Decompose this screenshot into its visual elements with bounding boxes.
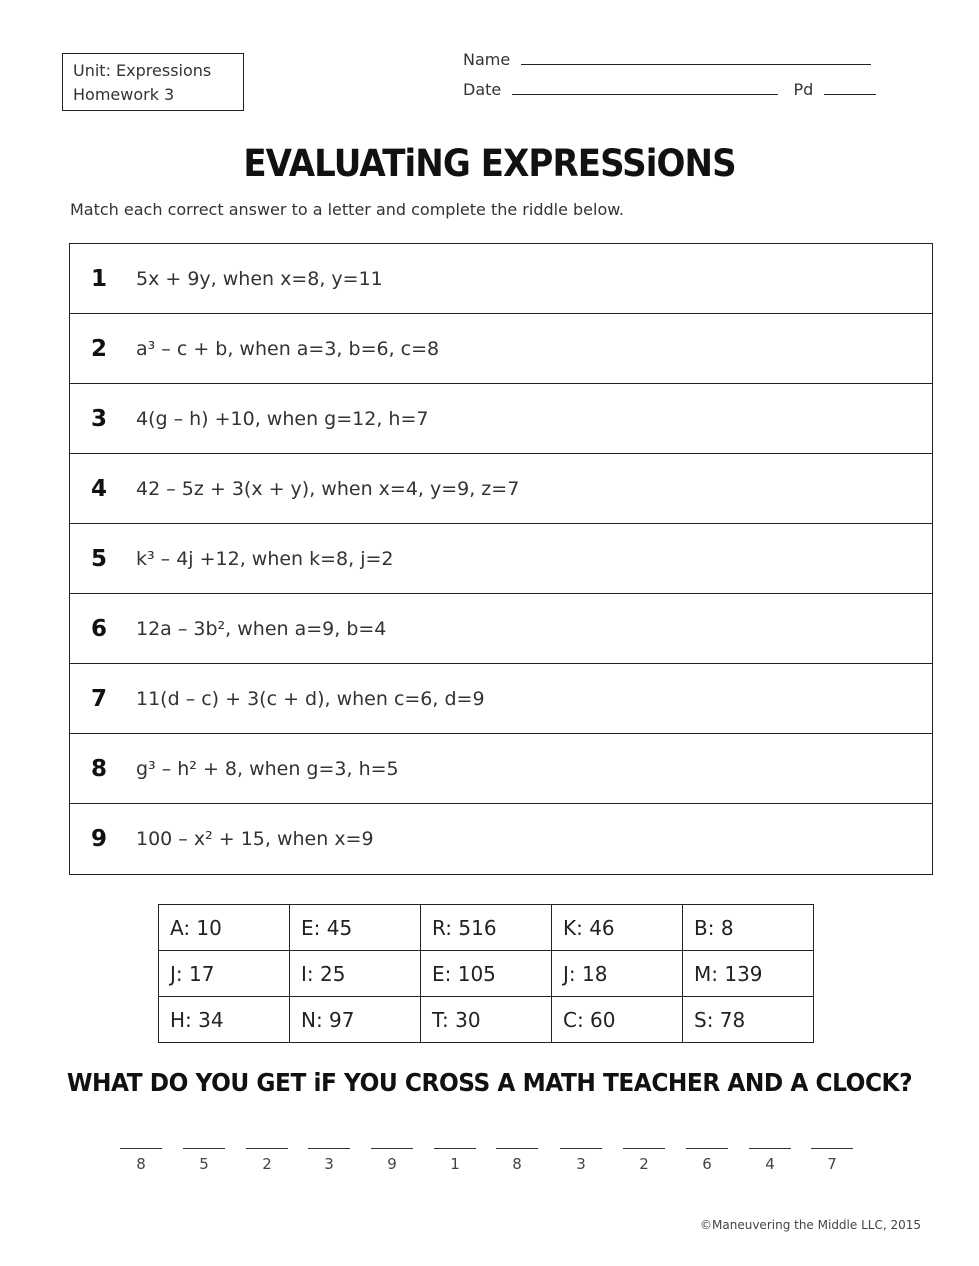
answer-cell: H: 34 — [159, 997, 290, 1043]
blank-number: 2 — [639, 1155, 649, 1173]
answer-cell: M: 139 — [683, 951, 814, 997]
blank-line[interactable] — [686, 1130, 728, 1149]
blank-number: 2 — [262, 1155, 272, 1173]
riddle-blank[interactable] — [118, 1130, 164, 1173]
problem-expression: 5x + 9y, when x=8, y=11 — [136, 267, 383, 290]
blank-number: 9 — [387, 1155, 397, 1173]
blank-number: 3 — [576, 1155, 586, 1173]
problem-number: 7 — [90, 685, 107, 712]
riddle-blank[interactable] — [369, 1130, 415, 1173]
answer-cell: I: 25 — [290, 951, 421, 997]
answer-cell: T: 30 — [421, 997, 552, 1043]
riddle-question: WHAT DO YOU GET iF YOU CROSS A MATH TEACHER AND A CLOCK? — [66, 1068, 913, 1097]
name-field[interactable] — [521, 50, 871, 65]
blank-line[interactable] — [811, 1130, 853, 1149]
answer-cell: A: 10 — [159, 905, 290, 951]
problem-row — [70, 664, 932, 734]
answer-cell: B: 8 — [683, 905, 814, 951]
riddle-blank[interactable] — [809, 1130, 855, 1173]
pd-field[interactable] — [824, 80, 876, 95]
page-title: EVALUATiNG EXPRESSiONS — [243, 142, 736, 185]
problems-table — [69, 243, 933, 875]
date-row — [463, 80, 876, 99]
answer-row — [159, 997, 814, 1043]
answer-cell: E: 45 — [290, 905, 421, 951]
problem-number: 4 — [90, 475, 107, 502]
name-label: Name — [463, 50, 511, 69]
homework-label: Homework 3 — [73, 85, 175, 104]
riddle-blank[interactable] — [494, 1130, 540, 1173]
problem-row — [70, 804, 932, 874]
problem-expression: a³ – c + b, when a=3, b=6, c=8 — [136, 337, 440, 360]
instructions: Match each correct answer to a letter and complete the riddle below. — [70, 200, 624, 219]
name-row — [463, 50, 871, 69]
problem-row — [70, 524, 932, 594]
problem-expression: 100 – x² + 15, when x=9 — [136, 828, 374, 850]
blank-number: 7 — [827, 1155, 837, 1173]
riddle-blank[interactable] — [621, 1130, 667, 1173]
blank-number: 1 — [450, 1155, 460, 1173]
blank-line[interactable] — [749, 1130, 791, 1149]
problem-expression: 42 – 5z + 3(x + y), when x=4, y=9, z=7 — [136, 477, 520, 500]
blank-line[interactable] — [246, 1130, 288, 1149]
problem-row — [70, 454, 932, 524]
blank-line[interactable] — [623, 1130, 665, 1149]
copyright-notice: ©Maneuvering the Middle LLC, 2015 — [700, 1218, 921, 1232]
riddle-blank[interactable] — [747, 1130, 793, 1173]
blank-number: 8 — [512, 1155, 522, 1173]
blank-number: 6 — [702, 1155, 712, 1173]
answer-cell: C: 60 — [552, 997, 683, 1043]
problem-number: 9 — [90, 826, 107, 852]
pd-label: Pd — [793, 80, 814, 99]
riddle-blank[interactable] — [244, 1130, 290, 1173]
answer-cell: J: 17 — [159, 951, 290, 997]
problem-number: 1 — [90, 265, 107, 292]
answer-cell: S: 78 — [683, 997, 814, 1043]
unit-label: Unit: Expressions — [73, 61, 212, 80]
riddle-blank[interactable] — [306, 1130, 352, 1173]
blank-number: 5 — [199, 1155, 209, 1173]
problem-expression: g³ – h² + 8, when g=3, h=5 — [136, 757, 399, 780]
problem-number: 6 — [90, 615, 107, 642]
answer-bank — [158, 904, 814, 1043]
date-field[interactable] — [512, 80, 778, 95]
problem-expression: k³ – 4j +12, when k=8, j=2 — [136, 547, 394, 570]
answer-cell: J: 18 — [552, 951, 683, 997]
problem-number: 8 — [90, 755, 107, 782]
riddle-blank[interactable] — [684, 1130, 730, 1173]
blank-line[interactable] — [434, 1130, 476, 1149]
blank-line[interactable] — [560, 1130, 602, 1149]
problem-row — [70, 734, 932, 804]
problem-row — [70, 594, 932, 664]
riddle-blank[interactable] — [181, 1130, 227, 1173]
blank-line[interactable] — [308, 1130, 350, 1149]
problem-expression: 4(g – h) +10, when g=12, h=7 — [136, 407, 429, 430]
answer-row — [159, 905, 814, 951]
blank-line[interactable] — [183, 1130, 225, 1149]
problem-row — [70, 244, 932, 314]
problem-number: 2 — [90, 335, 107, 362]
problem-row — [70, 384, 932, 454]
problem-expression: 12a – 3b², when a=9, b=4 — [136, 617, 387, 640]
riddle-blank[interactable] — [558, 1130, 604, 1173]
riddle-blanks — [110, 1130, 870, 1190]
answer-cell: E: 105 — [421, 951, 552, 997]
problem-number: 5 — [90, 545, 107, 572]
blank-line[interactable] — [496, 1130, 538, 1149]
problem-row — [70, 314, 932, 384]
problem-number: 3 — [90, 405, 107, 432]
answer-cell: R: 516 — [421, 905, 552, 951]
answer-cell: K: 46 — [552, 905, 683, 951]
blank-line[interactable] — [371, 1130, 413, 1149]
unit-info-box — [62, 53, 244, 111]
problem-expression: 11(d – c) + 3(c + d), when c=6, d=9 — [136, 687, 485, 710]
blank-number: 8 — [136, 1155, 146, 1173]
blank-line[interactable] — [120, 1130, 162, 1149]
riddle-blank[interactable] — [432, 1130, 478, 1173]
answer-cell: N: 97 — [290, 997, 421, 1043]
date-label: Date — [463, 80, 502, 99]
blank-number: 3 — [324, 1155, 334, 1173]
blank-number: 4 — [765, 1155, 775, 1173]
answer-row — [159, 951, 814, 997]
